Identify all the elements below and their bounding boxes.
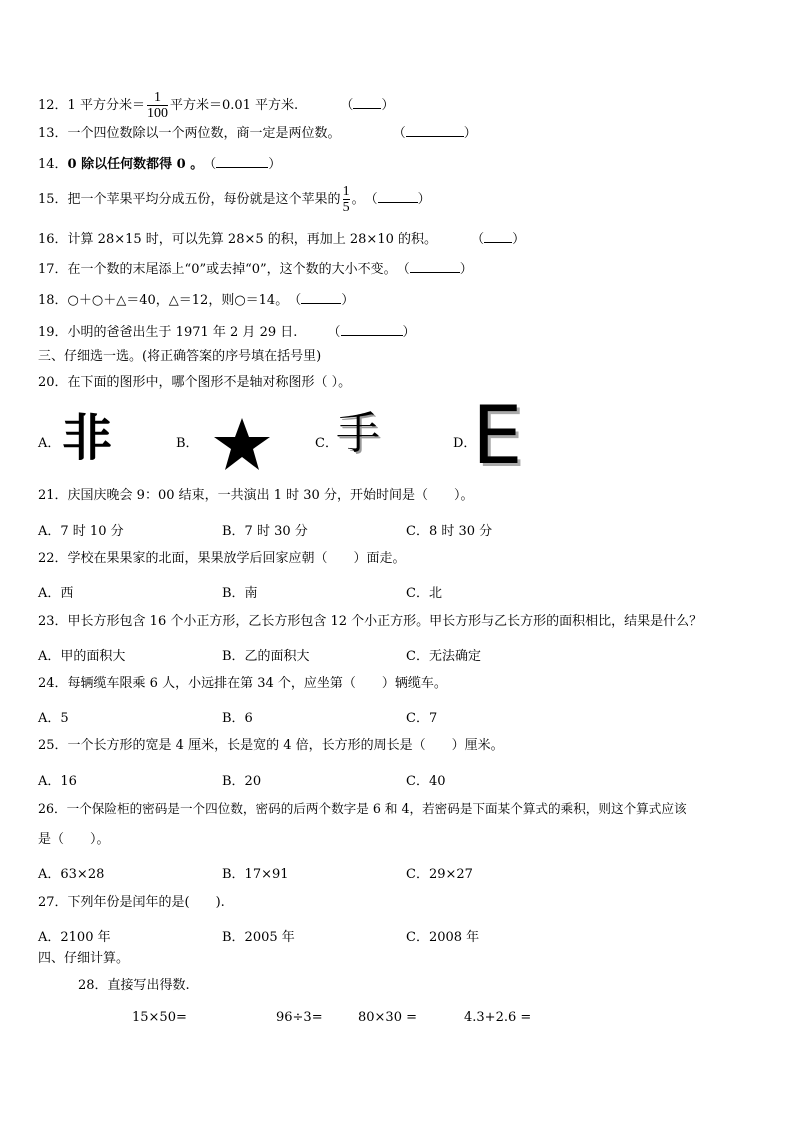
- question-27: 27．下列年份是闰年的是( ).: [38, 895, 225, 910]
- question-26: 26．一个保险柜的密码是一个四位数，密码的后两个数字是 6 和 4，若密码是下面某个算式的乘积，则这个算式应该: [38, 801, 687, 816]
- fraction: $\frac{1}{5}$: [342, 184, 350, 215]
- option-b[interactable]: B．7 时 30 分: [222, 524, 308, 539]
- shou-character-figure: 手: [336, 408, 380, 459]
- calc-item: 96÷3=: [276, 1010, 323, 1025]
- option-b[interactable]: B．6: [222, 711, 253, 726]
- question-21: 21．庆国庆晚会 9：00 结束，一共演出 1 时 30 分，开始时间是（ ）。: [38, 488, 474, 503]
- answer-paren[interactable]: （ ）: [340, 98, 395, 113]
- option-a[interactable]: A．甲的面积大: [38, 649, 126, 664]
- question-14: 14．0 除以任何数都得 0 。（ ）: [38, 157, 282, 172]
- option-a[interactable]: A．7 时 10 分: [38, 524, 124, 539]
- question-20: 20．在下面的图形中，哪个图形不是轴对称图形（ ）。: [38, 375, 352, 390]
- option-b[interactable]: B．乙的面积大: [222, 649, 310, 664]
- question-18: 18．○＋○＋△＝40，△＝12，则○＝14。（ ）: [38, 293, 355, 308]
- option-a[interactable]: A．16: [38, 774, 77, 789]
- answer-paren[interactable]: （ ）: [471, 232, 526, 247]
- answer-paren[interactable]: （ ）: [364, 192, 431, 207]
- option-b[interactable]: B．20: [222, 774, 262, 789]
- section-heading-4: 四、仔细计算。: [38, 951, 130, 966]
- option-c[interactable]: C．40: [406, 774, 446, 789]
- section-heading-3: 三、仔细选一选。(将正确答案的序号填在括号里): [38, 349, 322, 364]
- option-c[interactable]: C．北: [406, 586, 442, 601]
- question-13: 13．一个四位数除以一个两位数，商一定是两位数。 （ ）: [38, 126, 477, 141]
- question-23: 23．甲长方形包含 16 个小正方形，乙长方形包含 12 个小正方形。甲长方形与乙长方形的面积相比，结果是什么？: [38, 614, 703, 629]
- calc-item: 80×30 =: [358, 1010, 418, 1025]
- fraction: $\frac{1}{100}$: [146, 90, 168, 121]
- question-12: 12．1 平方分米＝ $\frac{1}{100}$ 平方米＝0.01 平方米. （ ）: [38, 90, 395, 121]
- option-b-label: B．: [176, 436, 199, 451]
- answer-paren[interactable]: （ ）: [203, 157, 282, 172]
- option-c[interactable]: C．29×27: [406, 867, 473, 882]
- question-16: 16．计算 28×15 时，可以先算 28×5 的积，再加上 28×10 的积。 （ ）: [38, 232, 526, 247]
- question-26-continued: 是（ ）。: [38, 832, 110, 847]
- option-a[interactable]: A．西: [38, 586, 74, 601]
- fei-character-figure: 非: [62, 409, 112, 467]
- option-a[interactable]: A．5: [38, 711, 69, 726]
- option-b[interactable]: B．南: [222, 586, 258, 601]
- option-c-label: C．: [315, 436, 338, 451]
- option-a-label: A．: [38, 436, 61, 451]
- option-a[interactable]: A．2100 年: [38, 930, 111, 945]
- option-c[interactable]: C．2008 年: [406, 930, 480, 945]
- star-figure: [212, 416, 272, 472]
- option-a[interactable]: A．63×28: [38, 867, 105, 882]
- answer-paren[interactable]: （ ）: [327, 325, 416, 340]
- calc-item: 15×50=: [132, 1010, 187, 1025]
- option-b[interactable]: B．2005 年: [222, 930, 295, 945]
- option-b[interactable]: B．17×91: [222, 867, 289, 882]
- option-c[interactable]: C．8 时 30 分: [406, 524, 493, 539]
- question-19: 19．小明的爸爸出生于 1971 年 2 月 29 日. （ ）: [38, 325, 416, 340]
- answer-paren[interactable]: （ ）: [392, 126, 477, 141]
- option-c[interactable]: C．7: [406, 711, 438, 726]
- question-25: 25．一个长方形的宽是 4 厘米，长是宽的 4 倍，长方形的周长是（ ）厘米。: [38, 738, 504, 753]
- answer-paren[interactable]: （ ）: [288, 293, 355, 308]
- option-d-label: D．: [453, 436, 477, 451]
- question-15: 15．把一个苹果平均分成五份，每份就是这个苹果的 $\frac{1}{5}$ 。（ ）: [38, 184, 431, 215]
- question-17: 17．在一个数的末尾添上“0”或去掉“0”，这个数的大小不变。（ ）: [38, 262, 473, 277]
- answer-paren[interactable]: （ ）: [396, 262, 473, 277]
- question-28: 28．直接写出得数.: [78, 978, 190, 993]
- calc-item: 4.3+2.6 =: [464, 1010, 532, 1025]
- option-c[interactable]: C．无法确定: [406, 649, 481, 664]
- question-22: 22．学校在果果家的北面，果果放学后回家应朝（ ）面走。: [38, 551, 406, 566]
- question-24: 24．每辆缆车限乘 6 人，小远排在第 34 个，应坐第（ ）辆缆车。: [38, 676, 447, 691]
- letter-e-figure: E: [472, 389, 523, 482]
